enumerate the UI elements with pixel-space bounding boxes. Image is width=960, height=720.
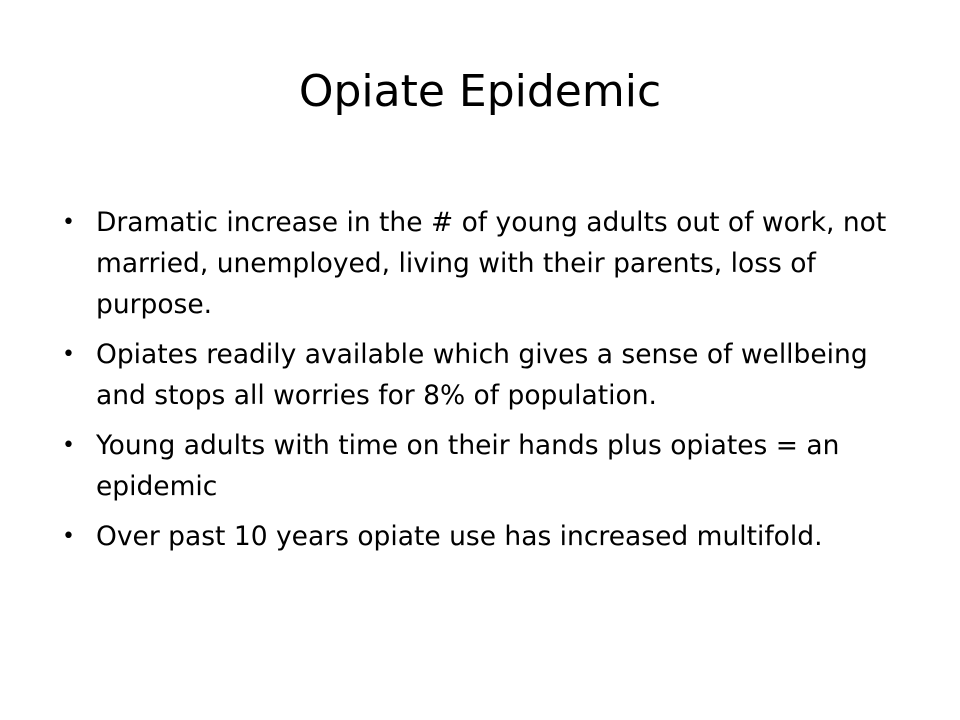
bullet-item	[62, 202, 912, 325]
bullet-icon: •	[62, 524, 75, 549]
bullet-icon: •	[62, 210, 75, 235]
bullet-item	[62, 425, 912, 507]
bullet-icon: •	[62, 433, 75, 458]
bullet-list	[62, 202, 912, 566]
slide-title: Opiate Epidemic	[298, 66, 662, 117]
bullet-icon: •	[62, 342, 75, 367]
bullet-text: Dramatic increase in the # of young adults out of work, not married, unemployed, living with their parents, loss of purpose.	[96, 207, 887, 320]
bullet-text: Young adults with time on their hands plus opiates = an epidemic	[96, 430, 840, 502]
bullet-text: Opiates readily available which gives a sense of wellbeing and stops all worries for 8% of population.	[96, 339, 868, 411]
bullet-item	[62, 516, 912, 557]
bullet-item	[62, 334, 912, 416]
bullet-text: Over past 10 years opiate use has increased multifold.	[96, 521, 823, 552]
